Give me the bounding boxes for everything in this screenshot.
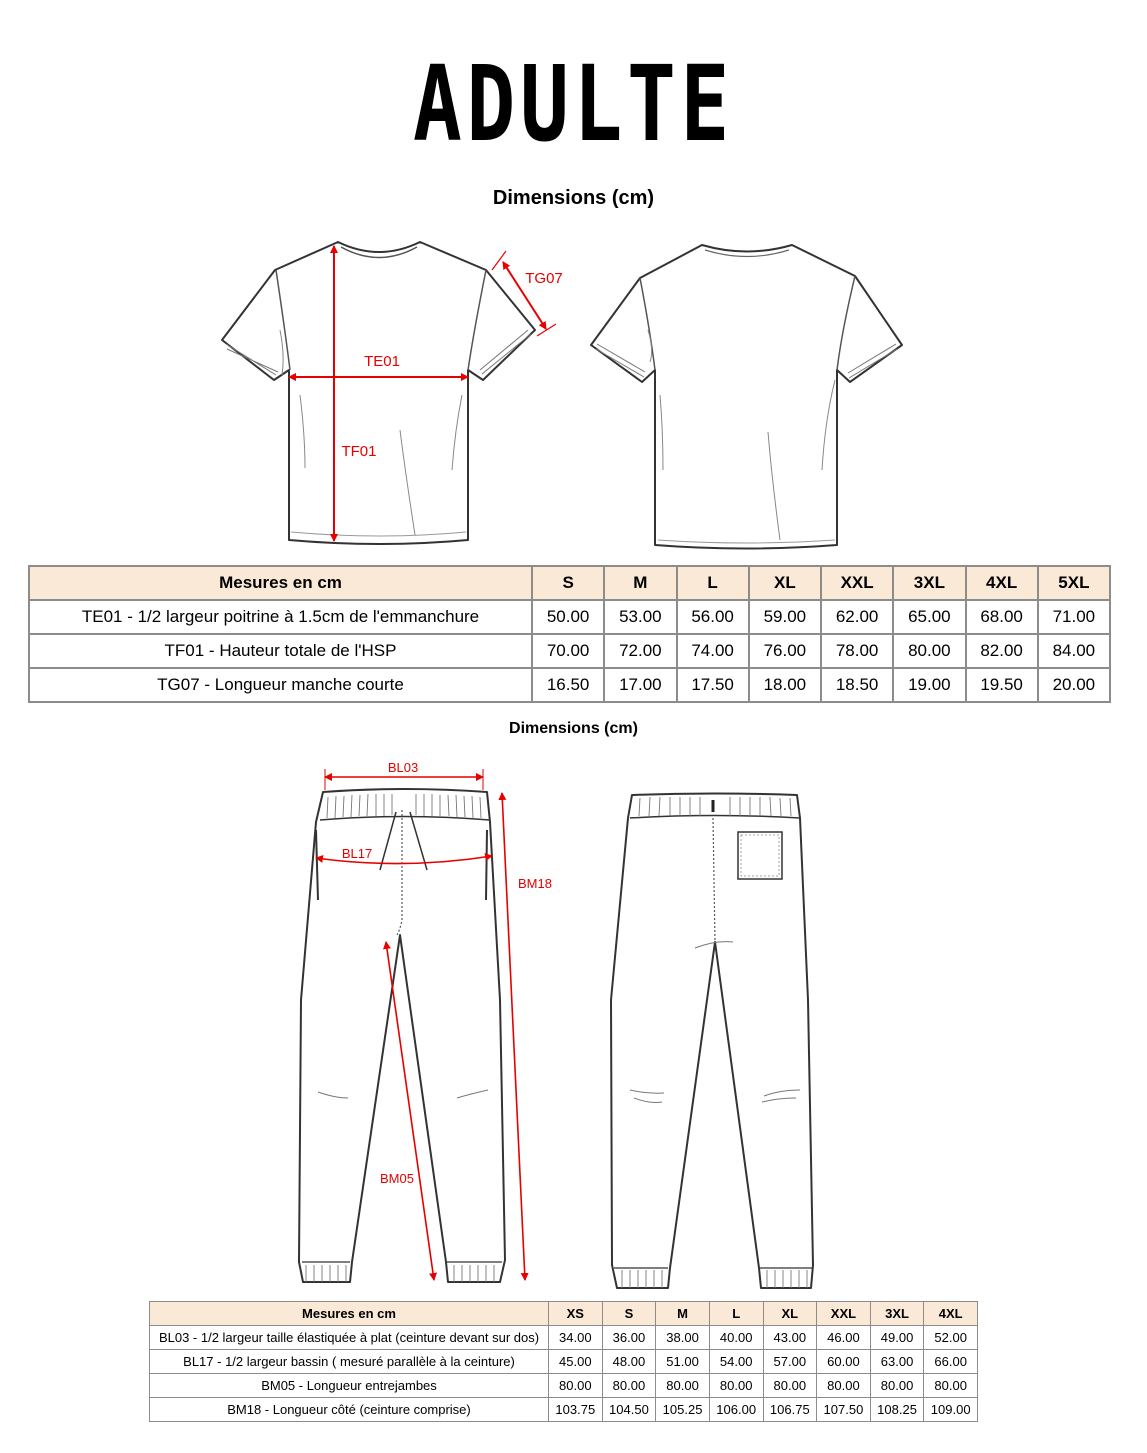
label-bm05: BM05 bbox=[380, 1171, 414, 1186]
table-cell: 72.00 bbox=[604, 634, 676, 668]
table-cell: 45.00 bbox=[549, 1350, 603, 1374]
column-header: XXL bbox=[821, 566, 893, 600]
row-label: BL03 - 1/2 largeur taille élastiquée à plat (ceinture devant sur dos) bbox=[150, 1326, 549, 1350]
table-cell: 62.00 bbox=[821, 600, 893, 634]
column-header: Mesures en cm bbox=[150, 1302, 549, 1326]
column-header: S bbox=[532, 566, 604, 600]
column-header: XL bbox=[763, 1302, 817, 1326]
table-cell: 52.00 bbox=[924, 1326, 978, 1350]
table-cell: 82.00 bbox=[966, 634, 1038, 668]
label-bl03: BL03 bbox=[387, 760, 419, 775]
table-cell: 80.00 bbox=[817, 1374, 871, 1398]
table-cell: 65.00 bbox=[893, 600, 965, 634]
table-cell: 109.00 bbox=[924, 1398, 978, 1422]
table-cell: 80.00 bbox=[709, 1374, 763, 1398]
pants-front-diagram bbox=[290, 755, 560, 1295]
table-cell: 38.00 bbox=[656, 1326, 710, 1350]
column-header: 3XL bbox=[870, 1302, 924, 1326]
tshirt-size-table bbox=[28, 565, 1111, 703]
table-cell: 80.00 bbox=[893, 634, 965, 668]
column-header: L bbox=[709, 1302, 763, 1326]
table-cell: 49.00 bbox=[870, 1326, 924, 1350]
table-cell: 60.00 bbox=[817, 1350, 871, 1374]
table-cell: 50.00 bbox=[532, 600, 604, 634]
tshirt-front-diagram bbox=[215, 232, 565, 557]
table-cell: 51.00 bbox=[656, 1350, 710, 1374]
row-label: TE01 - 1/2 largeur poitrine à 1.5cm de l'emmanchure bbox=[29, 600, 532, 634]
table-cell: 84.00 bbox=[1038, 634, 1110, 668]
table-cell: 46.00 bbox=[817, 1326, 871, 1350]
table-cell: 66.00 bbox=[924, 1350, 978, 1374]
label-bl17: BL17 bbox=[341, 846, 373, 861]
dimensions-heading-pants: Dimensions (cm) bbox=[509, 720, 638, 737]
table-row bbox=[150, 1398, 978, 1422]
column-header: M bbox=[604, 566, 676, 600]
table-cell: 80.00 bbox=[763, 1374, 817, 1398]
label-tf01: TF01 bbox=[341, 443, 377, 460]
pants-size-table bbox=[149, 1301, 978, 1422]
column-header: XS bbox=[549, 1302, 603, 1326]
table-cell: 76.00 bbox=[749, 634, 821, 668]
column-header: 5XL bbox=[1038, 566, 1110, 600]
column-header: S bbox=[602, 1302, 656, 1326]
row-label: BM05 - Longueur entrejambes bbox=[150, 1374, 549, 1398]
column-header: Mesures en cm bbox=[29, 566, 532, 600]
table-cell: 20.00 bbox=[1038, 668, 1110, 702]
dimensions-heading-tshirt: Dimensions (cm) bbox=[492, 187, 655, 209]
pants-back-diagram bbox=[600, 785, 830, 1295]
row-label: TF01 - Hauteur totale de l'HSP bbox=[29, 634, 532, 668]
table-cell: 105.25 bbox=[656, 1398, 710, 1422]
row-label: BM18 - Longueur côté (ceinture comprise) bbox=[150, 1398, 549, 1422]
table-cell: 16.50 bbox=[532, 668, 604, 702]
table-row bbox=[29, 668, 1110, 702]
table-cell: 36.00 bbox=[602, 1326, 656, 1350]
table-cell: 106.75 bbox=[763, 1398, 817, 1422]
table-cell: 40.00 bbox=[709, 1326, 763, 1350]
table-cell: 56.00 bbox=[677, 600, 749, 634]
table-cell: 59.00 bbox=[749, 600, 821, 634]
table-header-row bbox=[29, 566, 1110, 600]
table-row bbox=[150, 1326, 978, 1350]
label-te01: TE01 bbox=[364, 353, 400, 370]
label-tg07: TG07 bbox=[525, 270, 563, 287]
table-row bbox=[150, 1374, 978, 1398]
table-row bbox=[150, 1350, 978, 1374]
table-cell: 34.00 bbox=[549, 1326, 603, 1350]
table-cell: 18.50 bbox=[821, 668, 893, 702]
page-title: ADULTE bbox=[412, 43, 735, 165]
table-cell: 57.00 bbox=[763, 1350, 817, 1374]
table-cell: 74.00 bbox=[677, 634, 749, 668]
tshirt-back-diagram bbox=[585, 237, 910, 555]
table-cell: 71.00 bbox=[1038, 600, 1110, 634]
column-header: 4XL bbox=[924, 1302, 978, 1326]
table-cell: 19.50 bbox=[966, 668, 1038, 702]
table-cell: 104.50 bbox=[602, 1398, 656, 1422]
table-cell: 80.00 bbox=[656, 1374, 710, 1398]
row-label: TG07 - Longueur manche courte bbox=[29, 668, 532, 702]
table-cell: 53.00 bbox=[604, 600, 676, 634]
table-header-row bbox=[150, 1302, 978, 1326]
column-header: L bbox=[677, 566, 749, 600]
row-label: BL17 - 1/2 largeur bassin ( mesuré parallèle à la ceinture) bbox=[150, 1350, 549, 1374]
table-cell: 63.00 bbox=[870, 1350, 924, 1374]
table-cell: 80.00 bbox=[602, 1374, 656, 1398]
table-cell: 68.00 bbox=[966, 600, 1038, 634]
table-cell: 17.00 bbox=[604, 668, 676, 702]
table-cell: 18.00 bbox=[749, 668, 821, 702]
table-cell: 54.00 bbox=[709, 1350, 763, 1374]
table-row bbox=[29, 634, 1110, 668]
table-cell: 70.00 bbox=[532, 634, 604, 668]
table-cell: 48.00 bbox=[602, 1350, 656, 1374]
table-cell: 80.00 bbox=[870, 1374, 924, 1398]
table-cell: 80.00 bbox=[924, 1374, 978, 1398]
table-cell: 103.75 bbox=[549, 1398, 603, 1422]
table-cell: 106.00 bbox=[709, 1398, 763, 1422]
column-header: M bbox=[656, 1302, 710, 1326]
table-cell: 80.00 bbox=[549, 1374, 603, 1398]
table-cell: 17.50 bbox=[677, 668, 749, 702]
column-header: 4XL bbox=[966, 566, 1038, 600]
table-cell: 19.00 bbox=[893, 668, 965, 702]
table-cell: 43.00 bbox=[763, 1326, 817, 1350]
column-header: XXL bbox=[817, 1302, 871, 1326]
column-header: 3XL bbox=[893, 566, 965, 600]
table-cell: 78.00 bbox=[821, 634, 893, 668]
label-bm18: BM18 bbox=[518, 876, 552, 891]
table-row bbox=[29, 600, 1110, 634]
table-cell: 108.25 bbox=[870, 1398, 924, 1422]
table-cell: 107.50 bbox=[817, 1398, 871, 1422]
column-header: XL bbox=[749, 566, 821, 600]
